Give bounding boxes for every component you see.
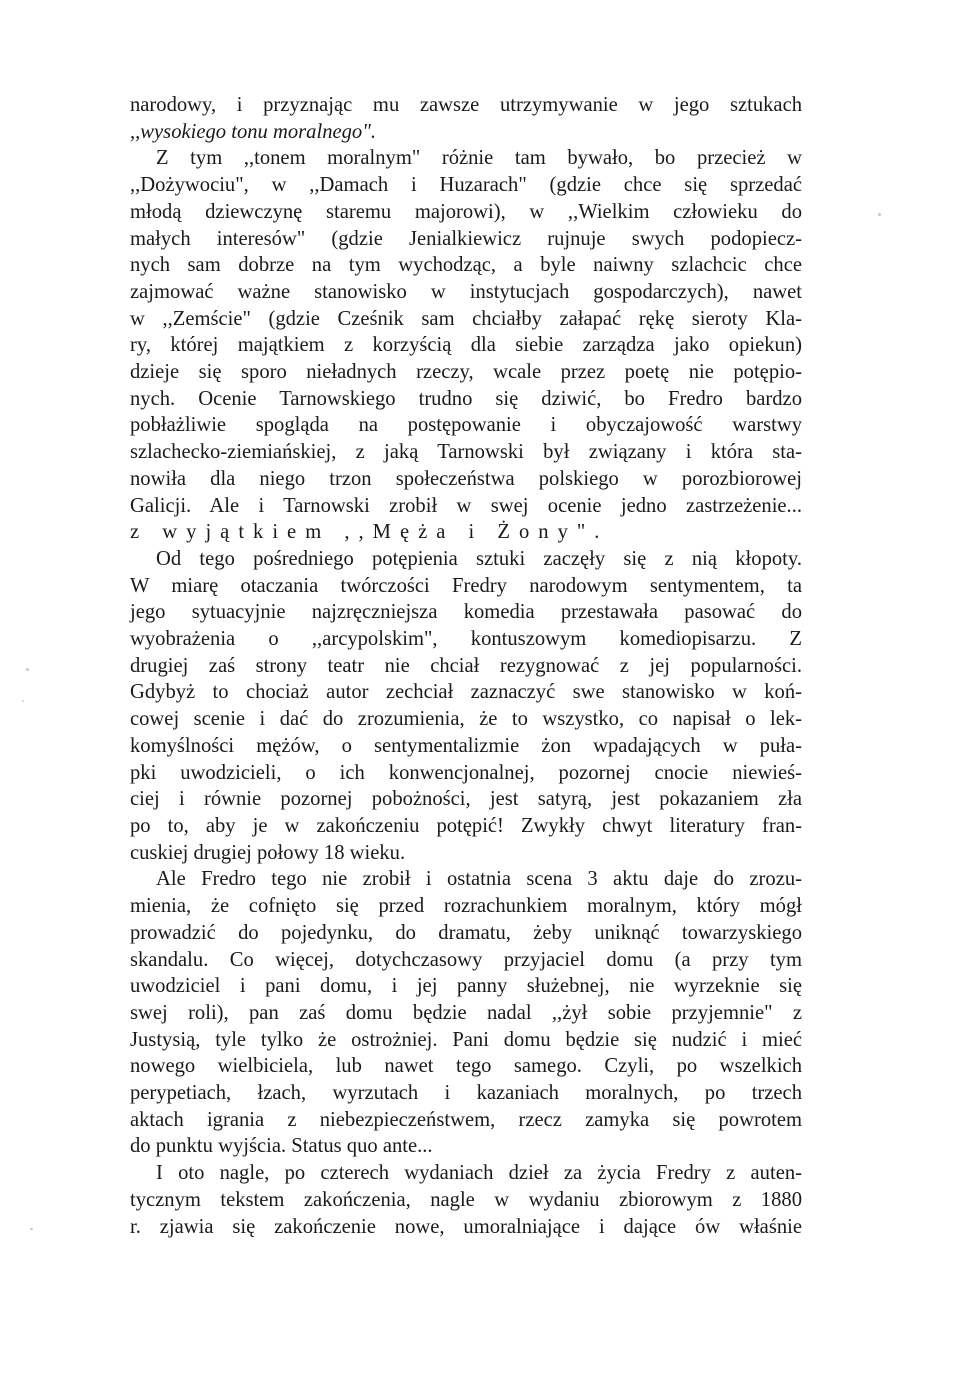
text-line: ,,Dożywociu", w ,,Damach i Huzarach" (gdzie chce się sprzedać bbox=[130, 174, 802, 197]
text-line: swej roli), pan zaś domu będzie nadal ,,żył sobie przyjemnie" z bbox=[130, 1001, 802, 1024]
text-line: tycznym tekstem zakończenia, nagle w wydaniu zbiorowym z 1880 bbox=[130, 1188, 802, 1211]
scan-speck bbox=[30, 1228, 33, 1230]
text-line: małych interesów" (gdzie Jenialkiewicz rujnuje swych podopiecz- bbox=[130, 227, 802, 250]
text-line: cuskiej drugiej połowy 18 wieku. bbox=[130, 841, 406, 864]
text-line: aktach igrania z niebezpieczeństwem, rzecz zamyka się powrotem bbox=[130, 1108, 802, 1131]
text-line: nych sam dobrze na tym wychodząc, a byle naiwny szlachcic chce bbox=[130, 254, 802, 277]
text-line: nych. Ocenie Tarnowskiego trudno się dziwić, bo Fredro bardzo bbox=[130, 387, 802, 410]
text-line: mienia, że cofnięto się przed rozrachunkiem moralnym, który mógł bbox=[130, 895, 802, 918]
text-line: do punktu wyjścia. Status quo ante... bbox=[130, 1135, 433, 1158]
text-line: komyślności mężów, o sentymentalizmie żon wpadających w puła- bbox=[130, 734, 802, 757]
text-line: Ale Fredro tego nie zrobił i ostatnia scena 3 aktu daje do zrozu- bbox=[156, 868, 802, 891]
paragraph bbox=[130, 145, 802, 546]
text-line: dzieje się sporo nieładnych rzeczy, wcale przez poetę nie potępio- bbox=[130, 361, 802, 384]
text-line: młodą dziewczynę staremu majorowi), w ,,Wielkim człowieku do bbox=[130, 200, 802, 223]
text-line: pki uwodzicieli, o ich konwencjonalnej, pozornej cnocie niewieś- bbox=[130, 761, 802, 784]
text-line: z wyjątkiem ,,Męża i Żony". bbox=[130, 521, 609, 544]
text-line: cowej scenie i dać do zrozumienia, że to wszystko, co napisał o lek- bbox=[130, 708, 802, 731]
text-line: perypetiach, łzach, wyrzutach i kazaniach moralnych, po trzech bbox=[130, 1082, 802, 1105]
paragraph bbox=[130, 866, 802, 1160]
text-line: wyobrażenia o ,,arcypolskim", kontuszowym komediopisarzu. Z bbox=[130, 628, 802, 651]
text-line: w ,,Zemście" (gdzie Cześnik sam chciałby załapać rękę sieroty Kla- bbox=[130, 307, 802, 330]
text-line: ciej i równie pozornej pobożności, jest satyrą, jest pokazaniem zła bbox=[130, 788, 802, 811]
text-line: narodowy, i przyznając mu zawsze utrzymywanie w jego sztukach bbox=[130, 94, 802, 116]
page-text bbox=[130, 92, 802, 1240]
paragraph bbox=[130, 92, 802, 145]
text-line: r. zjawia się zakończenie nowe, umoralniające i dające ów właśnie bbox=[130, 1215, 802, 1238]
paragraph bbox=[130, 1160, 802, 1240]
text-line: ,,wysokiego tonu moralnego". bbox=[130, 120, 377, 143]
text-line: nowego wielbiciela, lub nawet tego samego. Czyli, po wszelkich bbox=[130, 1055, 802, 1078]
text-line: I oto nagle, po czterech wydaniach dzieł za życia Fredry z auten- bbox=[156, 1162, 802, 1185]
paragraph bbox=[130, 546, 802, 866]
text-line: pobłażliwie spogląda na postępowanie i obyczajowość warstwy bbox=[130, 414, 802, 437]
text-line: jego sytuacyjnie najzręczniejsza komedia przestawała pasować do bbox=[130, 601, 802, 624]
text-line: po to, aby je w zakończeniu potępić! Zwykły chwyt literatury fran- bbox=[130, 814, 802, 837]
scan-speck bbox=[22, 700, 24, 702]
text-line: Z tym ,,tonem moralnym" różnie tam bywało, bo przecież w bbox=[156, 147, 802, 170]
text-line: prowadzić do pojedynku, do dramatu, żeby uniknąć towarzyskiego bbox=[130, 921, 802, 944]
text-line: nowiła dla niego trzon społeczeństwa polskiego w porozbiorowej bbox=[130, 467, 802, 490]
text-line: W miarę otaczania twórczości Fredry narodowym sentymentem, ta bbox=[130, 574, 802, 597]
text-line: drugiej zaś strony teatr nie chciał rezygnować z jej popularności. bbox=[130, 654, 802, 677]
text-line: ry, której majątkiem z korzyścią dla siebie zarządza jako opiekun) bbox=[130, 334, 802, 357]
text-line: skandalu. Co więcej, dotychczasowy przyjaciel domu (a przy tym bbox=[130, 948, 802, 971]
text-line: Justysią, tyle tylko że ostrożniej. Pani domu będzie się nudzić i mieć bbox=[130, 1028, 802, 1051]
text-line: Galicji. Ale i Tarnowski zrobił w swej ocenie jedno zastrzeżenie... bbox=[130, 494, 802, 517]
text-line: zajmować ważne stanowisko w instytucjach gospodarczych), nawet bbox=[130, 280, 802, 303]
scan-speck bbox=[878, 213, 881, 216]
scan-speck bbox=[26, 668, 29, 671]
text-line: uwodziciel i pani domu, i jej panny służebnej, nie wyrzeknie się bbox=[130, 975, 802, 998]
text-line: Gdybyż to chociaż autor zechciał zaznaczyć swe stanowisko w koń- bbox=[130, 681, 802, 704]
text-line: Od tego pośredniego potępienia sztuki zaczęły się z nią kłopoty. bbox=[156, 547, 802, 570]
text-line: szlachecko-ziemiańskiej, z jaką Tarnowski był związany i która sta- bbox=[130, 441, 802, 464]
